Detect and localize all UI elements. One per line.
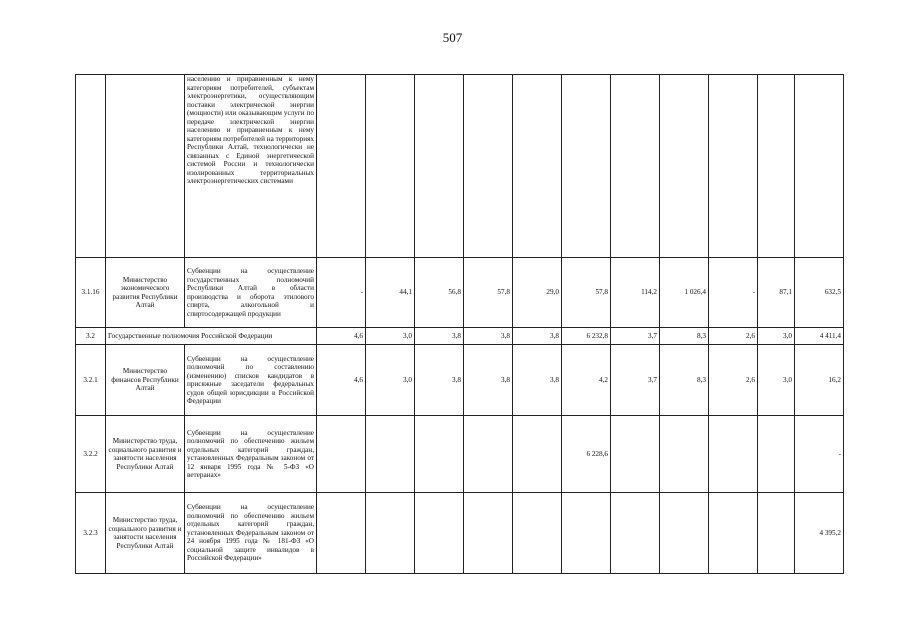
value-cell [758,75,795,258]
value-cell: 8,3 [660,328,709,345]
value-cell [464,493,513,574]
row-code: 3.2 [76,328,106,345]
value-cell [317,75,366,258]
value-cell: 4 395,2 [795,493,844,574]
value-cell: 4,6 [317,328,366,345]
value-cell: 3,8 [415,328,464,345]
row-description: Субвенции на осуществление полномочий по обеспечению жильем отдельных категорий граждан, установленных Федеральным законом от 24 ноября 1995 года № 181-ФЗ «О социальной защите инвалидов в Российской Федерации» [185,493,317,574]
value-cell: 114,2 [611,258,660,328]
value-cell: 6 232,8 [562,328,611,345]
row-description: Субвенции на осуществление государственных полномочий Республики Алтай в области производства и оборота этилового спирта, алкогольной и спиртосодержащей продукции [185,258,317,328]
value-cell [513,416,562,493]
value-cell: 3,0 [366,345,415,416]
value-cell [415,75,464,258]
value-cell [795,75,844,258]
value-cell: 4,2 [562,345,611,416]
row-description: Субвенции на осуществление полномочий по составлению (изменению) списков кандидатов в присяжные заседатели федеральных судов общей юрисдикции в Российской Федерации [185,345,317,416]
value-cell: 29,0 [513,258,562,328]
page-number: 507 [442,30,463,45]
value-cell: 57,8 [562,258,611,328]
section-title: Государственные полномочия Российской Федерации [106,328,317,345]
value-cell [317,493,366,574]
value-cell: 56,8 [415,258,464,328]
value-cell [464,416,513,493]
value-cell [562,75,611,258]
value-cell [611,493,660,574]
value-cell [562,493,611,574]
value-cell: 2,6 [709,345,758,416]
value-cell: 3,8 [513,328,562,345]
table-row [76,416,844,493]
value-cell: 3,0 [758,328,795,345]
row-organization: Министерство труда, социального развития и занятости населения Республики Алтай [106,416,185,493]
value-cell: 87,1 [758,258,795,328]
value-cell [611,75,660,258]
row-code [76,75,106,258]
value-cell [513,493,562,574]
value-cell [415,493,464,574]
value-cell: - [317,258,366,328]
value-cell [464,75,513,258]
row-description: населению и приравненным к нему категориям потребителей, субъектам электроэнергетики, осуществляющим поставки электрической энергии (мощности) или оказывающим услуги по передаче электрической энергии населению и приравненным к нему категориям потребителей на территориях Республики Алтай, технологически не связанных с Единой энергетической системой России и технологически изолированных территориальных электроэнергетических системами [185,75,317,258]
value-cell [317,416,366,493]
value-cell: 8,3 [660,345,709,416]
value-cell: 3,8 [464,345,513,416]
value-cell [660,75,709,258]
value-cell: 57,8 [464,258,513,328]
value-cell: 3,8 [513,345,562,416]
value-cell: 3,7 [611,345,660,416]
value-cell [611,416,660,493]
value-cell: 44,1 [366,258,415,328]
value-cell: - [795,416,844,493]
value-cell [660,416,709,493]
value-cell: 632,5 [795,258,844,328]
table-row [76,493,844,574]
table-row [76,258,844,328]
budget-table [75,74,844,574]
value-cell: 3,8 [415,345,464,416]
value-cell: 6 228,6 [562,416,611,493]
value-cell: 1 026,4 [660,258,709,328]
value-cell: 2,6 [709,328,758,345]
value-cell: 4,6 [317,345,366,416]
row-code: 3.2.3 [76,493,106,574]
value-cell: 3,0 [366,328,415,345]
value-cell [513,75,562,258]
value-cell: 3,7 [611,328,660,345]
row-code: 3.2.1 [76,345,106,416]
value-cell [709,416,758,493]
value-cell [758,416,795,493]
row-code: 3.2.2 [76,416,106,493]
row-description: Субвенции на осуществление полномочий по обеспечению жильем отдельных категорий граждан, установленных Федеральным законом от 12 января 1995 года № 5-ФЗ «О ветеранах» [185,416,317,493]
value-cell: 3,0 [758,345,795,416]
value-cell [709,493,758,574]
value-cell [758,493,795,574]
row-code: 3.1.16 [76,258,106,328]
table-row [76,328,844,345]
table-row [76,345,844,416]
value-cell [366,493,415,574]
row-organization: Министерство труда, социального развития и занятости населения Республики Алтай [106,493,185,574]
value-cell: - [709,258,758,328]
table-row [76,75,844,258]
value-cell [415,416,464,493]
value-cell [366,416,415,493]
value-cell [660,493,709,574]
value-cell [709,75,758,258]
row-organization [106,75,185,258]
value-cell: 3,8 [464,328,513,345]
value-cell [366,75,415,258]
value-cell: 16,2 [795,345,844,416]
row-organization: Министерство финансов Республики Алтай [106,345,185,416]
value-cell: 4 411,4 [795,328,844,345]
row-organization: Министерство экономического развития Республики Алтай [106,258,185,328]
